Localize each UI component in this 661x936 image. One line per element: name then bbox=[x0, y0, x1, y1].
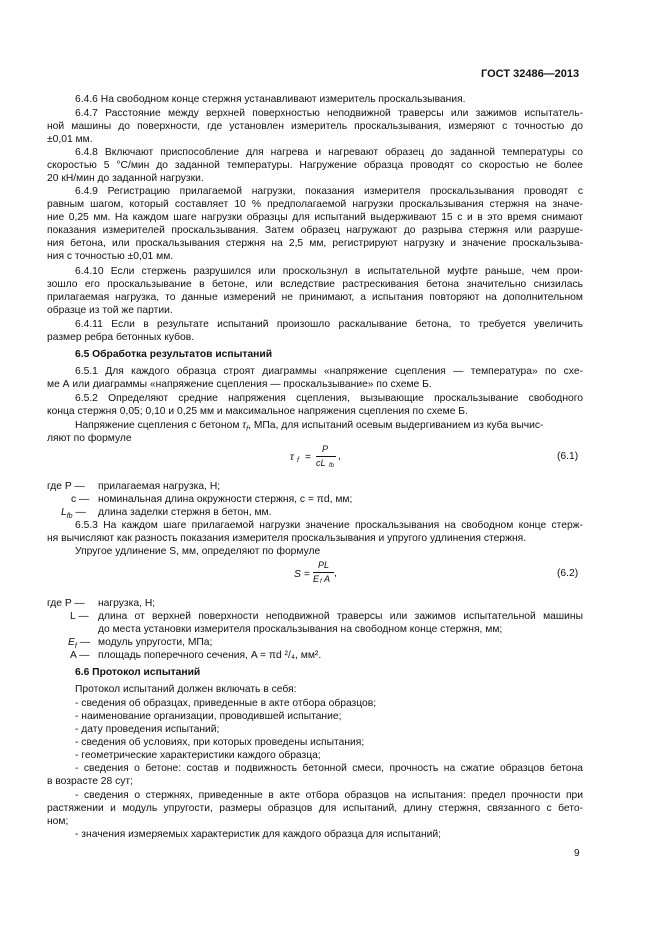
list-item: - наименование организации, проводившей испытание; bbox=[75, 711, 342, 722]
formula-6-1-number: (6.1) bbox=[557, 451, 579, 462]
paragraph-6-4-9-line: ние 0,25 мм. На каждом шаге нагрузки образцы для испытаний выдерживают 15 с и в это время снимают bbox=[47, 212, 583, 223]
formula-6-2-denominator: E bbox=[313, 574, 320, 584]
where-1-dash: — bbox=[72, 507, 86, 518]
formula-6-2-fraction-bar bbox=[313, 572, 334, 573]
paragraph-6-4-11-line: 6.4.11 Если в результате испытаний произошло раскалывание бетона, то требуется увеличить bbox=[75, 319, 583, 330]
document-code: ГОСТ 32486—2013 bbox=[481, 68, 580, 80]
list-item: - дату проведения испытаний; bbox=[75, 724, 220, 735]
paragraph-elastic-elongation: Упругое удлинение S, мм, определяют по формуле bbox=[75, 546, 321, 557]
paragraph-6-4-10-line: прилагаемая нагрузка, то данные измерений не принимают, а испытания повторяют на дополнительном bbox=[47, 292, 583, 303]
where-2-text: до места установки измерителя проскальзывания на свободном конце стержня, мм; bbox=[98, 624, 503, 635]
section-heading-6-5: 6.5 Обработка результатов испытаний bbox=[75, 349, 273, 360]
where-1-text: длина заделки стержня в бетон, мм. bbox=[98, 507, 272, 518]
paragraph-6-5-2-line: конца стержня 0,05; 0,10 и 0,25 мм и максимальное напряжения сцепления по схеме Б. bbox=[47, 406, 468, 417]
where-1-symbol: где P — bbox=[47, 481, 85, 492]
paragraph-bond-stress bbox=[75, 420, 583, 436]
tau-symbol: τ bbox=[242, 420, 247, 431]
where-1-text: прилагаемая нагрузка, Н; bbox=[98, 481, 221, 492]
paragraph-6-5-3-line: ня вычисляют как разность показания измерителя проскальзывания и упругого удлинения стержня. bbox=[47, 533, 527, 544]
section-heading-6-6: 6.6 Протокол испытаний bbox=[75, 667, 201, 678]
paragraph-6-4-7-line: 6.4.7 Расстояние между верхней поверхностью неподвижной траверсы или зажимов испытатель- bbox=[75, 108, 583, 119]
paragraph-6-4-7-line: ±0,01 мм. bbox=[47, 134, 93, 145]
paragraph-6-4-10-line: образце из той же партии. bbox=[47, 305, 173, 316]
protocol-intro: Протокол испытаний должен включать в себя: bbox=[75, 684, 297, 695]
paragraph-6-4-9-line: показания измерителей проскальзывания. Затем образец нагружают до разрыва стержня или разруше- bbox=[47, 225, 583, 236]
list-item: - значения измеряемых характеристик для каждого образца для испытаний; bbox=[75, 829, 441, 840]
formula-6-2-denominator-sub: f bbox=[320, 579, 322, 585]
paragraph-6-4-8-line: скоростью 5 °С/мин до заданной температуры. Нагружение образца проводят со скоростью не более bbox=[47, 160, 583, 171]
paragraph-6-4-6: 6.4.6 На свободном конце стержня устанавливают измеритель проскальзывания. bbox=[75, 94, 466, 105]
paragraph-6-4-10-line: 6.4.10 Если стержень разрушился или проскользнул в испытательной муфте раньше, чем прои- bbox=[75, 266, 583, 277]
tau-subscript: f bbox=[246, 426, 249, 434]
where-1-text: номинальная длина окружности стержня, c = πd, мм; bbox=[98, 494, 353, 505]
paragraph-6-4-9-line: ния с точностью ±0,01 мм. bbox=[47, 251, 174, 262]
where-2-symbol: где P — bbox=[47, 598, 85, 609]
formula-6-1-denominator: cL bbox=[316, 458, 326, 468]
where-2-symbol-main: E bbox=[68, 637, 75, 648]
formula-6-1-fraction-bar bbox=[316, 456, 336, 457]
formula-6-1-lhs-sub: f bbox=[297, 457, 299, 464]
list-item: - сведения о бетоне: состав и подвижность бетонной смеси, прочность на сжатие образцов бетона bbox=[75, 763, 583, 774]
list-item: - сведения о стержнях, приведенные в акте отбора образцов на испытания: предел прочности при bbox=[75, 790, 583, 801]
where-2-symbol: L — bbox=[70, 611, 89, 622]
formula-6-2-denominator-tail: A bbox=[324, 574, 331, 584]
paragraph-6-5-3-line: 6.5.3 На каждом шаге прилагаемой нагрузки значение проскальзывания на свободном конце стерж- bbox=[75, 520, 583, 531]
paragraph-6-5-1-line: 6.5.1 Для каждого образца строят диаграммы «напряжение сцепления — температура» по схе- bbox=[75, 366, 583, 377]
paragraph-6-5-1-line: ме А или диаграммы «напряжение сцепления — проскальзывание» по схеме Б. bbox=[47, 379, 432, 390]
where-2-text: модуль упругости, МПа; bbox=[98, 637, 213, 648]
list-item-continuation: растяжении и модуль упругости, размеры образцов для испытаний, длину стержня, связанного с бето- bbox=[47, 803, 583, 814]
paragraph-bond-stress-line2: ляют по формуле bbox=[47, 433, 132, 444]
paragraph-6-4-10-line: зошло его проскальзывание в бетоне, или вследствие растрескивания бетона значительно снизилась bbox=[47, 279, 583, 290]
list-item: - сведения об образцах, приведенные в акте отбора образцов; bbox=[75, 698, 377, 709]
formula-6-1-tail: , bbox=[338, 451, 341, 462]
where-1-symbol-main: L bbox=[61, 507, 67, 518]
formula-6-2-numerator: PL bbox=[318, 560, 330, 570]
where-2-text: длина от верхней поверхности неподвижной траверсы или зажимов испытательной машины bbox=[98, 611, 583, 622]
paragraph-6-4-11-line: размер ребра бетонных кубов. bbox=[47, 332, 195, 343]
where-2-symbol-sub: f bbox=[74, 643, 77, 651]
where-2-text: нагрузка, Н; bbox=[98, 598, 156, 609]
list-item-continuation: ном; bbox=[47, 816, 69, 827]
bond-stress-text-a: Напряжение сцепления с бетоном bbox=[75, 420, 240, 431]
list-item-continuation: в возрасте 28 сут; bbox=[47, 776, 133, 787]
paragraph-6-4-8-line: 20 кН/мин до заданной нагрузки. bbox=[47, 173, 204, 184]
paragraph-6-4-9-line: 6.4.9 Регистрацию прилагаемой нагрузки, показания измерителя проскальзывания проводят с bbox=[75, 186, 583, 197]
where-2-dash: — bbox=[76, 637, 90, 648]
formula-6-1-eq: = bbox=[305, 452, 312, 463]
where-1-symbol: c — bbox=[71, 494, 90, 505]
where-1-symbol-sub: fb bbox=[66, 513, 73, 521]
paragraph-6-4-9-line: ния бетона, или проскальзывания стержня на 2,5 мм, регистрируют нагрузку и значение проскальзыва- bbox=[47, 238, 583, 249]
paragraph-6-4-7-line: ной машины до поверхности, где установлен измеритель проскальзывания, измеряют с точностью до bbox=[47, 121, 583, 132]
where-2-symbol: A — bbox=[70, 650, 90, 661]
formula-6-1-lhs: τ bbox=[290, 452, 294, 463]
formula-6-2-tail: , bbox=[334, 568, 337, 579]
bond-stress-text-b: , МПа, для испытаний осевым выдергиванием из куба вычис- bbox=[248, 420, 544, 431]
paragraph-6-5-2-line: 6.5.2 Определяют средние напряжения сцепления, вызывающие проскальзывание свободного bbox=[75, 393, 583, 404]
where-2-text: площадь поперечного сечения, A = πd ²/₄, мм². bbox=[98, 650, 322, 661]
formula-6-1-numerator: P bbox=[322, 444, 329, 454]
list-item: - геометрические характеристики каждого образца; bbox=[75, 750, 321, 761]
list-item: - сведения об условиях, при которых проведены испытания; bbox=[75, 737, 365, 748]
page-number: 9 bbox=[574, 848, 580, 859]
formula-6-2-lhs: S = bbox=[294, 569, 310, 580]
paragraph-6-4-9-line: равным шагом, который составляет 10 % предполагаемой нагрузки проскальзывания стержня на значе- bbox=[47, 199, 583, 210]
paragraph-6-4-8-line: 6.4.8 Включают приспособление для нагрева и нагревают образец до заданной температуры со bbox=[75, 147, 583, 158]
formula-6-1-denominator-sub: fb bbox=[329, 463, 335, 469]
formula-6-2-number: (6.2) bbox=[557, 568, 579, 579]
